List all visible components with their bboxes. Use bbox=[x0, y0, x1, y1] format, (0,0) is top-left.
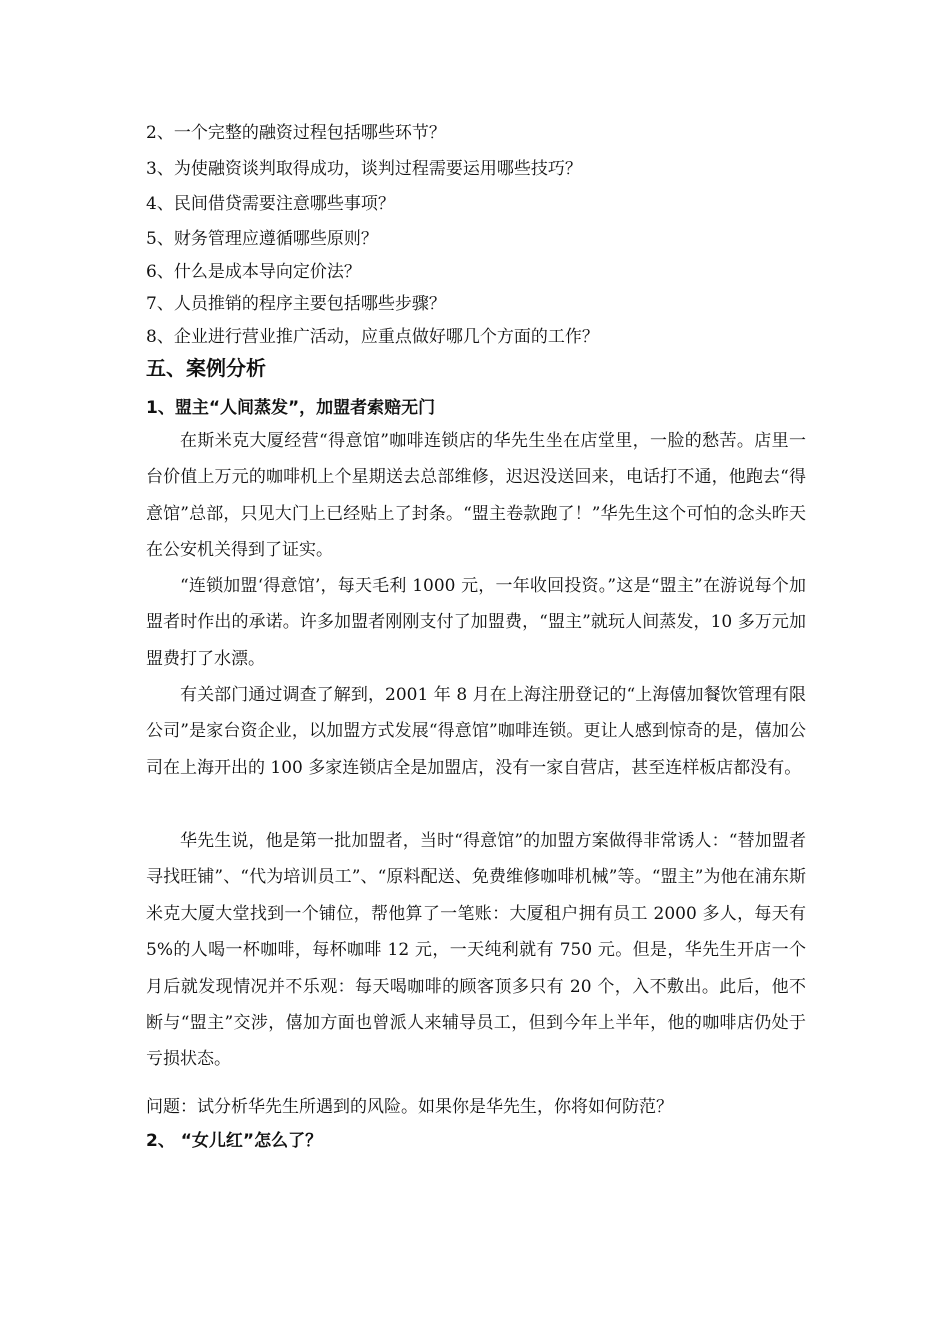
case1-paragraph-2: “连锁加盟‘得意馆’，每天毛利 1000 元，一年收回投资。”这是“盟主”在游说每个加盟者时作出的承诺。许多加盟者刚刚支付了加盟费，“盟主”就玩人间蒸发，10 多万元加盟费打了水漂。 bbox=[146, 576, 806, 669]
section-title: 五、案例分析 bbox=[146, 356, 266, 380]
question-5: 5、财务管理应遵循哪些原则？ bbox=[146, 229, 378, 249]
question-7: 7、人员推销的程序主要包括哪些步骤？ bbox=[146, 294, 446, 314]
case1-paragraph-3: 有关部门通过调查了解到，2001 年 8 月在上海注册登记的“上海僖加餐饮管理有限公司”是家台资企业，以加盟方式发展“得意馆”咖啡连锁。更让人感到惊奇的是，僖加公司在上海开出的 100 多家连锁店全是加盟店，没有一家自营店，甚至连样板店都没有。 bbox=[146, 685, 806, 778]
case1-paragraph-4: 华先生说，他是第一批加盟者，当时“得意馆”的加盟方案做得非常诱人：“替加盟者寻找旺铺”、“代为培训员工”、“原料配送、免费维修咖啡机械”等。“盟主”为他在浦东斯米克大厦大堂找到一个铺位，帮他算了一笔账：大厦租户拥有员工 2000 多人，每天有 5%的人喝一杯咖啡，每杯咖啡 12 元，一天纯利就有 750 元。但是，华先生开店一个月后就发现情况并不乐观：每天喝咖啡的顾客顶多只有 20 个，入不敷出。此后，他不断与“盟主”交涉，僖加方面也曾派人来辅导员工，但到今年上半年，他的咖啡店仍处于亏损状态。 bbox=[146, 831, 806, 1070]
case1-paragraph-1: 在斯米克大厦经营“得意馆”咖啡连锁店的华先生坐在店堂里，一脸的愁苦。店里一台价值上万元的咖啡机上个星期送去总部维修，迟迟没送回来，电话打不通，他跑去“得意馆”总部，只见大门上已经贴上了封条。“盟主卷款跑了！”华先生这个可怕的念头昨天在公安机关得到了证实。 bbox=[146, 431, 806, 561]
question-3: 3、为使融资谈判取得成功，谈判过程需要运用哪些技巧？ bbox=[146, 159, 582, 179]
case1-question: 问题：试分析华先生所遇到的风险。如果你是华先生，你将如何防范？ bbox=[146, 1097, 673, 1117]
question-6: 6、什么是成本导向定价法？ bbox=[146, 262, 361, 282]
question-2: 2、一个完整的融资过程包括哪些环节？ bbox=[146, 123, 446, 143]
question-4: 4、民间借贷需要注意哪些事项？ bbox=[146, 194, 395, 214]
question-8: 8、企业进行营业推广活动，应重点做好哪几个方面的工作？ bbox=[146, 327, 599, 347]
case1-title: 1、盟主“人间蒸发”，加盟者索赔无门 bbox=[146, 398, 436, 418]
case2-title: 2、 “女儿红”怎么了？ bbox=[146, 1131, 323, 1151]
